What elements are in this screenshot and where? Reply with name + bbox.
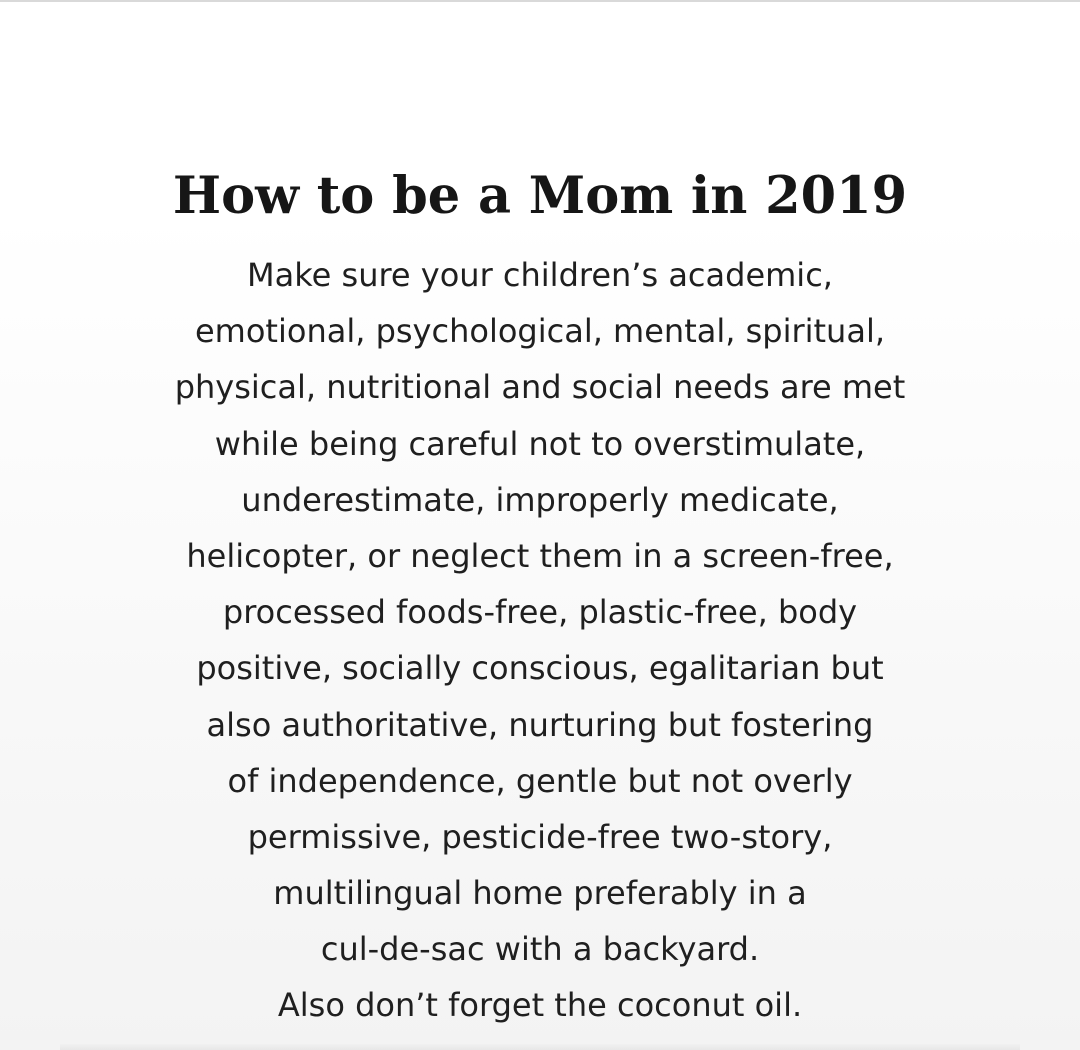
body-line: while being careful not to overstimulate,: [214, 424, 866, 463]
body-line: multilingual home preferably in a: [273, 874, 807, 913]
body-line: of independence, gentle but not overly: [227, 761, 853, 800]
meme-title: How to be a Mom in 2019: [172, 166, 908, 227]
body-line: Also don’t forget the coconut oil.: [277, 986, 803, 1025]
body-line: helicopter, or neglect them in a screen-free,: [186, 536, 894, 575]
body-line: Make sure your children’s academic,: [247, 256, 833, 294]
body-line: underestimate, improperly medicate,: [241, 480, 839, 519]
body-line: physical, nutritional and social needs are met: [174, 368, 906, 407]
meme-card: [0, 2, 1080, 1050]
body-line: cul-de-sac with a backyard.: [320, 930, 760, 969]
body-line: emotional, psychological, mental, spiritual,: [194, 312, 885, 351]
body-line: processed foods-free, plastic-free, body: [222, 593, 858, 632]
body-line: permissive, pesticide-free two-story,: [247, 817, 833, 856]
body-line: positive, socially conscious, egalitarian but: [196, 649, 884, 688]
meme-body-text: [60, 247, 1020, 1034]
body-line: also authoritative, nurturing but fostering: [206, 705, 874, 744]
bottom-edge: [60, 1044, 1020, 1050]
